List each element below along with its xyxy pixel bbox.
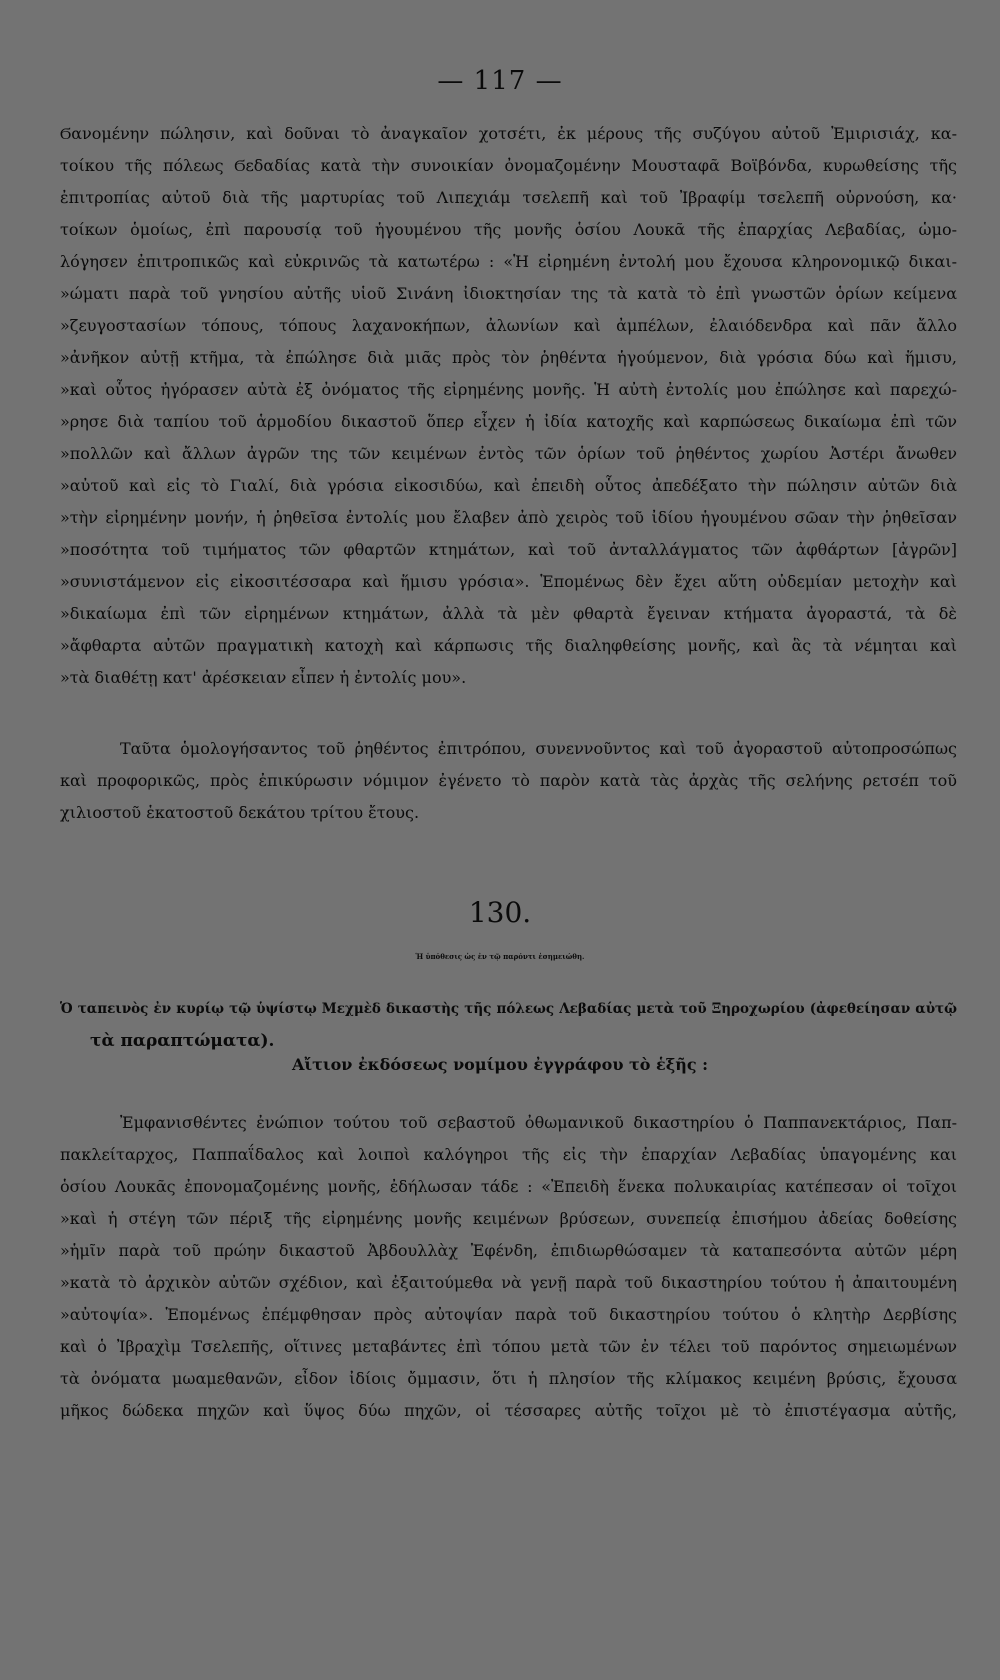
document-number: 130. [468, 896, 532, 929]
closing-paragraph [60, 733, 957, 829]
text-line: καὶ ὁ Ἰβραχὶμ Τσελεπῆς, οἵτινες μεταβάντες ἐπὶ τόπου μετὰ τῶν ἐν τέλει τοῦ παρόντος σημειωμένων [60, 1337, 957, 1356]
text-line: μῆκος δώδεκα πηχῶν καὶ ὕψος δύω πηχῶν, οἱ τέσσαρες αὐτῆς τοῖχοι μὲ τὸ ἐπιστέγασμα αὐτῆς, [60, 1401, 957, 1420]
text-line: »καὶ ἡ στέγη τῶν πέριξ τῆς εἰρημένης μονῆς κειμένων βρύσεων, συνεπείᾳ ἐπισήμου ἀδείας δοθείσης [60, 1209, 957, 1228]
text-line: λόγησεν ἐπιτροπικῶς καὶ εὐκρινῶς τὰ κατωτέρω : «Ἡ εἰρημένη ἐντολή μου ἔχουσα κληρονομικῷ δικαι- [60, 252, 957, 271]
text-line: πακλείταρχος, Παππαΐδαλος καὶ λοιποὶ καλόγηροι τῆς εἰς τὴν ἐπαρχίαν Λεβαδίας ὑπαγομένης και [60, 1145, 957, 1164]
document-note: Ἡ ὑπόθεσις ὡς ἐν τῷ παρόντι ἐσημειώθη. [415, 952, 585, 961]
text-line: »ἀνῆκον αὐτῇ κτῆμα, τὰ ἐπώλησε διὰ μιᾶς πρὸς τὸν ῥηθέντα ἡγούμενον, διὰ γρόσια δύω καὶ ἥμισυ, [60, 348, 957, 367]
text-line: τὰ ὀνόματα μωαμεθανῶν, εἶδον ἰδίοις ὄμμασιν, ὅτι ἡ πλησίον τῆς κλίμακος κειμένη βρύσις, ἔχουσα [60, 1369, 957, 1388]
text-line: τοίκου τῆς πόλεως Ϭεδαδίας κατὰ τὴν συνοικίαν ὀνομαζομένην Μουσταφᾶ Βοϊβόνδα, κυρωθείσης τῆς [60, 156, 957, 175]
text-line: »καὶ οὗτος ἠγόρασεν αὐτὰ ἐξ ὀνόματος τῆς εἰρημένης μονῆς. Ἡ αὐτὴ ἐντολίς μου ἐπώλησε καὶ παρεχώ- [60, 380, 957, 399]
text-line: Ἐμφανισθέντες ἐνώπιον τούτου τοῦ σεβαστοῦ ὀθωμανικοῦ δικαστηρίου ὁ Παππανεκτάριος, Παπ- [120, 1113, 957, 1132]
text-line: καὶ προφορικῶς, πρὸς ἐπικύρωσιν νόμιμον ἐγένετο τὸ παρὸν κατὰ τὰς ἀρχὰς τῆς σελήνης ρετσέπ τοῦ [60, 771, 957, 790]
text-line: »ώματι παρὰ τοῦ γνησίου αὐτῆς υἱοῦ Σινάνη ἰδιοκτησίαν της τὰ κατὰ τὸ ἐπὶ γνωστῶν ὁρίων κείμενα [60, 284, 957, 303]
text-line: »τὴν εἰρημένην μονήν, ἡ ῥηθεῖσα ἐντολίς μου ἔλαβεν ἀπὸ χειρὸς τοῦ ἰδίου ἡγουμένου σῶαν τὴν ῥηθεῖσαν [60, 508, 957, 527]
text-line: »τὰ διαθέτῃ κατ' ἀρέσκειαν εἶπεν ἡ ἐντολίς μου». [60, 668, 467, 687]
text-line: »ποσότητα τοῦ τιμήματος τῶν φθαρτῶν κτημάτων, καὶ τοῦ ἀνταλλάγματος τῶν ἀφθάρτων [ἀγρῶν] [60, 540, 957, 559]
text-line: χιλιοστοῦ ἑκατοστοῦ δεκάτου τρίτου ἔτους. [60, 803, 420, 822]
text-line: »πολλῶν καὶ ἄλλων ἀγρῶν της τῶν κειμένων ἐντὸς τῶν ὁρίων τοῦ ῥηθέντος χωρίου Ἀστέρι ἄνωθεν [60, 444, 957, 463]
intro-heading: Αἴτιον ἐκδόσεως νομίμου ἐγγράφου τὸ ἑξῆς : [291, 1055, 709, 1074]
text-line: ὁσίου Λουκᾶς ἐπονομαζομένης μονῆς, ἐδήλωσαν τάδε : «Ἐπειδὴ ἕνεκα πολυκαιρίας κατέπεσαν οἱ τοῖχοι [60, 1177, 957, 1196]
text-line: τοίκων ὁμοίως, ἐπὶ παρουσίᾳ τοῦ ἡγουμένου τῆς μονῆς ὁσίου Λουκᾶ τῆς ἐπαρχίας Λεβαδίας, ὡμο- [60, 220, 957, 239]
document-body [60, 1107, 957, 1427]
text-line: »αὐτοῦ καὶ εἰς τὸ Γιαλί, διὰ γρόσια εἰκοσιδύω, καὶ ἐπειδὴ οὗτος ἀπεδέξατο τὴν πώλησιν αὐτῶν διὰ [60, 476, 957, 495]
document-intro [60, 993, 957, 1057]
text-line: ἐπιτροπίας αὐτοῦ διὰ τῆς μαρτυρίας τοῦ Λιπεχιάμ τσελεπῆ καὶ τοῦ Ἰβραφίμ τσελεπῆ οὐρνούση, κα· [60, 188, 957, 207]
text-line: Ταῦτα ὁμολογήσαντος τοῦ ῥηθέντος ἐπιτρόπου, συνεννοῦντος καὶ τοῦ ἀγοραστοῦ αὐτοπροσώπως [120, 739, 957, 758]
page-number: — 117 — [437, 66, 563, 96]
text-line: »δικαίωμα ἐπὶ τῶν εἰρημένων κτημάτων, ἀλλὰ τὰ μὲν φθαρτὰ ἔγειναν κτήματα ἀγοραστά, τὰ δὲ [60, 604, 957, 623]
text-line: »ἡμῖν παρὰ τοῦ πρώην δικαστοῦ Ἀβδουλλὰχ Ἐφένδη, ἐπιδιωρθώσαμεν τὰ καταπεσόντα αὐτῶν μέρη [60, 1241, 957, 1260]
text-line: »ρησε διὰ ταπίου τοῦ ἁρμοδίου δικαστοῦ ὅπερ εἶχεν ἡ ἰδία κατοχῆς καὶ καρπώσεως δικαίωμα ἐπὶ τῶν [60, 412, 957, 431]
text-line: »ἄφθαρτα αὐτῶν πραγματικὴ κατοχὴ καὶ κάρπωσις τῆς διαληφθείσης μονῆς, καὶ ἃς τὰ νέμηται καὶ [60, 636, 957, 655]
text-line: Ϭανομένην πώλησιν, καὶ δοῦναι τὸ ἀναγκαῖον χοτσέτι, ἐκ μέρους τῆς συζύγου αὐτοῦ Ἐμιρισιάχ, κα- [60, 124, 957, 143]
text-line: »κατὰ τὸ ἀρχικὸν αὐτῶν σχέδιον, καὶ ἐξαιτούμεθα νὰ γενῇ παρὰ τοῦ δικαστηρίου τούτου ἡ ἀπαιτουμένη [60, 1273, 957, 1292]
paragraph-continuation [60, 118, 957, 694]
text-line: »ζευγοστασίων τόπους, τόπους λαχανοκήπων, ἀλωνίων καὶ ἀμπέλων, ἐλαιόδενδρα καὶ πᾶν ἄλλο [60, 316, 957, 335]
text-line: Ὁ ταπεινὸς ἐν κυρίῳ τῷ ὑψίστῳ Μεχμὲδ δικαστὴς τῆς πόλεως Λεβαδίας μετὰ τοῦ Ξηροχωρίου (ἀφεθείησαν αὐτῷ [60, 1001, 957, 1017]
text-line: »αὐτοψία». Ἑπομένως ἐπέμφθησαν πρὸς αὐτοψίαν παρὰ τοῦ δικαστηρίου τούτου ὁ κλητὴρ Δερβίσης [60, 1305, 957, 1324]
text-line: τὰ παραπτώματα). [90, 1031, 275, 1051]
text-line: »συνιστάμενον εἰς εἰκοσιτέσσαρα καὶ ἥμισυ γρόσια». Ἑπομένως δὲν ἔχει αὕτη οὐδεμίαν μετοχὴν καὶ [60, 572, 957, 591]
